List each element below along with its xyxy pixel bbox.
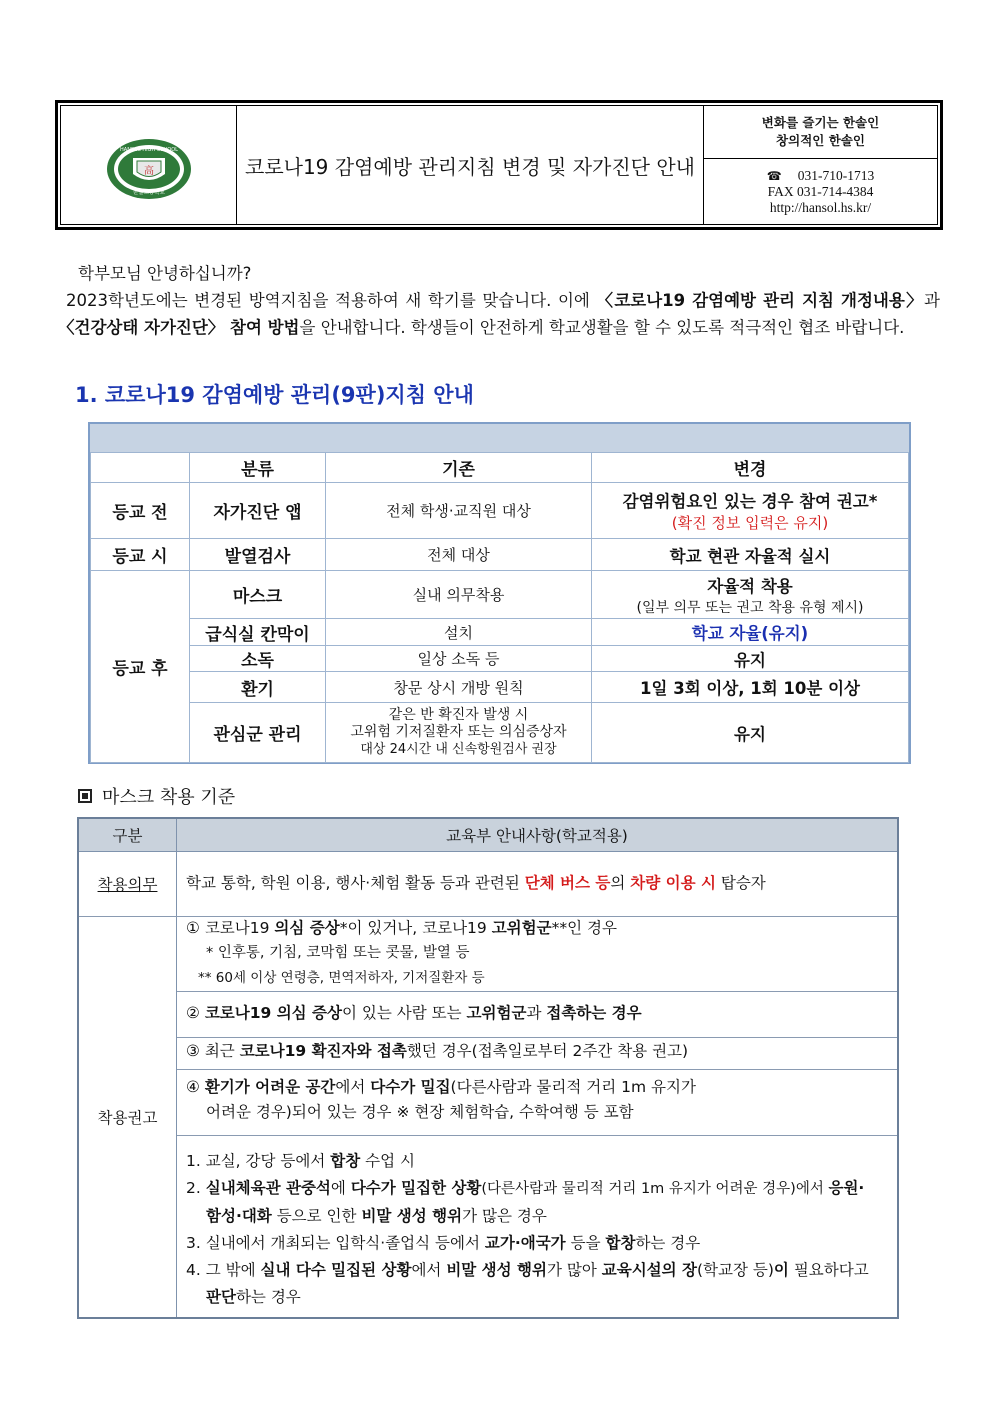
table-row [91, 672, 909, 703]
column-header: 교육부 안내사항(학교적용) [446, 827, 628, 845]
svg-text:高: 高 [144, 166, 154, 177]
table-row [91, 619, 909, 646]
previous-cell: 전체 대상 [326, 539, 592, 571]
previous-cell: 같은 반 확진자 발생 시 고위험 기저질환자 또는 의심증상자 대상 24시간 내 신속항원검사 권장 [326, 703, 592, 763]
section-title: 1. 코로나19 감염예방 관리(9판)지침 안내 [75, 383, 474, 407]
mask-criteria-table [77, 817, 899, 1319]
table-row [91, 646, 909, 672]
table-row [91, 539, 909, 571]
change-cell: 유지 [592, 703, 909, 763]
change-cell: 감염위험요인 있는 경우 참여 권고* (확진 정보 입력은 유지) [592, 483, 909, 539]
category-cell: 등교 시 [91, 539, 190, 571]
change-cell: 유지 [592, 646, 909, 672]
duty-text: 학교 통학, 학원 이용, 행사·체험 활동 등과 관련된 단체 버스 등의 차량 이용 시 탑승자 [186, 874, 766, 892]
item-cell: 자가진단 앱 [190, 483, 326, 539]
item-cell: 소독 [190, 646, 326, 672]
guideline-table [88, 422, 911, 764]
logo-top-text: HANSOL HIGH SCHOOL [120, 147, 178, 153]
column-header: 구분 [112, 827, 143, 845]
previous-cell: 창문 상시 개방 원칙 [326, 672, 592, 703]
phone-number: 031-710-1713 [797, 167, 875, 183]
duty-label: 착용의무 [97, 876, 158, 894]
square-bullet-icon [78, 789, 92, 803]
intro-text [58, 260, 940, 341]
change-cell: 학교 자율(유지) [592, 619, 909, 646]
list-item: 3. 실내에서 개최되는 입학식·졸업식 등에서 교가·애국가 등을 합창하는 경우 [186, 1234, 701, 1252]
school-url[interactable]: http://hansol.hs.kr/ [769, 199, 872, 215]
document-title: 코로나19 감염예방 관리지침 변경 및 자가진단 안내 [237, 106, 704, 224]
table-row [91, 483, 909, 539]
item-cell: 급식실 칸막이 [190, 619, 326, 646]
list-item: 4. 그 밖에 실내 다수 밀집된 상황에서 비말 생성 행위가 많아 교육시설의 장(학교장 등)이 필요하다고 [186, 1261, 869, 1279]
list-item: 함성·대화 등으로 인한 비말 생성 행위가 많은 경우 [206, 1207, 547, 1225]
greeting: 학부모님 안녕하십니까? [78, 264, 252, 283]
mask-section-title: 마스크 착용 기준 [78, 783, 235, 809]
list-item: 1. 교실, 강당 등에서 합창 수업 시 [186, 1152, 415, 1170]
school-motto [704, 106, 937, 159]
item-cell: 발열검사 [190, 539, 326, 571]
previous-cell: 설치 [326, 619, 592, 646]
telephone-icon: ☎ [766, 168, 782, 183]
item-cell: 관심군 관리 [190, 703, 326, 763]
motto-line-2: 창의적인 한솔인 [776, 133, 865, 148]
category-cell: 등교 후 [91, 571, 190, 763]
item-cell: 환기 [190, 672, 326, 703]
recommend-item-3: ③ 최근 코로나19 확진자와 접촉했던 경우(접촉일로부터 2주간 착용 권고) [186, 1042, 689, 1060]
change-cell: 자율적 착용 (일부 의무 또는 권고 착용 유형 제시) [592, 571, 909, 619]
table-row [91, 703, 909, 763]
contact-info [704, 159, 937, 224]
table-row [91, 571, 909, 619]
item-cell: 마스크 [190, 571, 326, 619]
recommend-list [186, 1148, 889, 1311]
recommend-item-2: ② 코로나19 의심 증상이 있는 사람 또는 고위험군과 접촉하는 경우 [186, 1004, 642, 1022]
intro-paragraph: 2023학년도에는 변경된 방역지침을 적용하여 새 학기를 맞습니다. 이에 〈코로나19 감염예방 관리 지침 개정내용〉과 〈건강상태 자가진단〉 참여 방법을 안내합니다. 학생들이 안전하게 학교생활을 할 수 있도록 적극적인 협조 바랍니다. [58, 291, 940, 337]
table-header-band [90, 424, 909, 453]
contact-cell [704, 106, 937, 224]
list-item: 2. 실내체육관 관중석에 다수가 밀집한 상황(다른사람과 물리적 거리 1m 유지가 어려운 경우)에서 응원· [186, 1179, 865, 1197]
table-row [91, 453, 909, 483]
previous-cell: 전체 학생·교직원 대상 [326, 483, 592, 539]
previous-cell: 실내 의무착용 [326, 571, 592, 619]
recommend-item-4: ④ 환기가 어려운 공간에서 다수가 밀집(다른사람과 물리적 거리 1m 유지가 어려운 경우)되어 있는 경우 ※ 현장 체험학습, 수학여행 등 포함 [186, 1078, 696, 1121]
category-cell: 등교 전 [91, 483, 190, 539]
list-item: 판단하는 경우 [206, 1288, 301, 1306]
column-header: 변경 [592, 453, 909, 483]
logo-bottom-text: 한솔고등학교 [133, 190, 165, 196]
column-header: 분류 [190, 453, 326, 483]
recommend-item-1: ① 코로나19 의심 증상*이 있거나, 코로나19 고위험군**인 경우 * 인후통, 기침, 코막힘 또는 콧물, 발열 등 ** 60세 이상 연령층, 면역저하자, 기저질환자 등 [186, 919, 617, 986]
motto-line-1: 변화를 즐기는 한솔인 [761, 115, 880, 130]
document-header [55, 100, 943, 230]
school-logo [61, 106, 236, 230]
column-header: 기존 [326, 453, 592, 483]
logo-cell [61, 106, 237, 224]
recommend-label: 착용권고 [97, 1109, 158, 1127]
fax-number: FAX 031-714-4384 [767, 183, 874, 199]
change-cell: 학교 현관 자율적 실시 [592, 539, 909, 571]
change-cell: 1일 3회 이상, 1회 10분 이상 [592, 672, 909, 703]
previous-cell: 일상 소독 등 [326, 646, 592, 672]
